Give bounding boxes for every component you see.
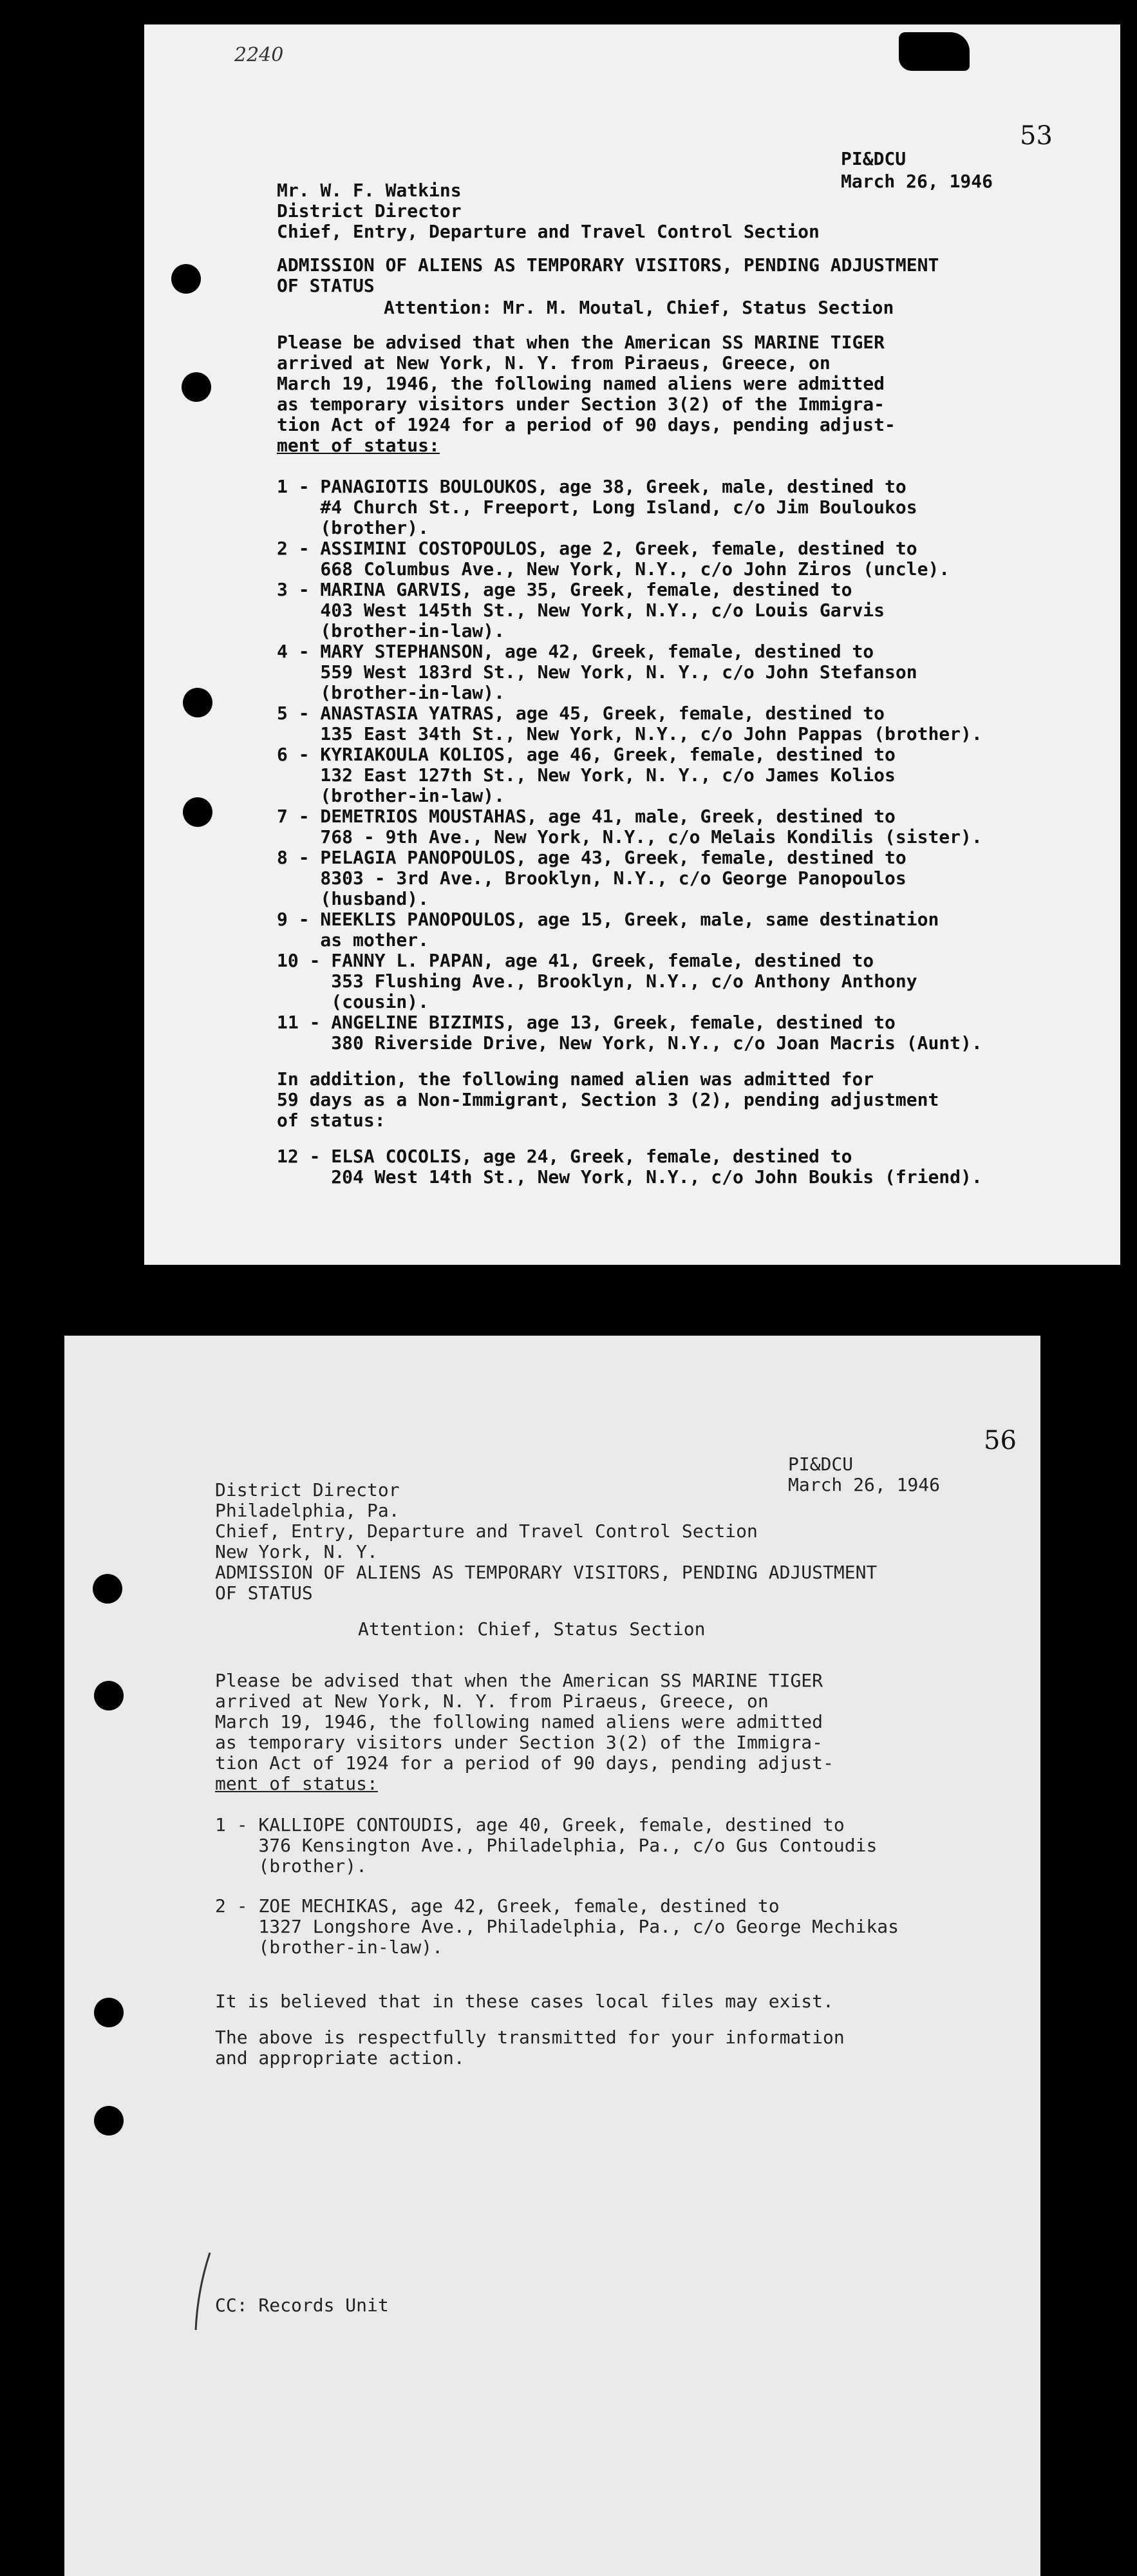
alien-entry-line: 135 East 34th St., New York, N.Y., c/o John Pappas (brother). (277, 723, 982, 744)
alien-entry-line: 11 - ANGELINE BIZIMIS, age 13, Greek, female, destined to (277, 1012, 896, 1033)
intro-line: March 19, 1946, the following named aliens were admitted (277, 373, 885, 394)
addressee-line: District Director (215, 1479, 400, 1501)
punch-hole (182, 372, 211, 402)
document-page-1 (144, 24, 1120, 1265)
reference-code: PI&DCU (788, 1454, 854, 1475)
alien-entry-line: 353 Flushing Ave., Brooklyn, N.Y., c/o Anthony Anthony (277, 971, 917, 992)
addressee-line: District Director (277, 200, 462, 222)
intro-line: as temporary visitors under Section 3(2) of the Immigra- (215, 1732, 823, 1753)
closing-line: The above is respectfully transmitted for your information (215, 2027, 845, 2048)
punch-hole (93, 1574, 122, 1604)
intro-line: ment of status: (277, 435, 440, 456)
alien-entry-line: 132 East 127th St., New York, N. Y., c/o James Kolios (277, 764, 896, 786)
intro-line: Please be advised that when the American SS MARINE TIGER (215, 1670, 823, 1691)
alien-entry-line: 403 West 145th St., New York, N.Y., c/o Louis Garvis (277, 600, 885, 621)
intro-line: Please be advised that when the American SS MARINE TIGER (277, 332, 885, 353)
alien-entry-line: 2 - ZOE MECHIKAS, age 42, Greek, female, destined to (215, 1895, 780, 1917)
alien-entry-line: 668 Columbus Ave., New York, N.Y., c/o John Ziros (uncle). (277, 558, 950, 580)
alien-entry-line: 380 Riverside Drive, New York, N.Y., c/o Joan Macris (Aunt). (277, 1032, 982, 1054)
alien-entry-line: 1 - KALLIOPE CONTOUDIS, age 40, Greek, female, destined to (215, 1814, 845, 1835)
intro-line: arrived at New York, N. Y. from Piraeus, Greece, on (215, 1690, 769, 1712)
alien-entry-line: 6 - KYRIAKOULA KOLIOS, age 46, Greek, female, destined to (277, 744, 896, 765)
punch-hole (94, 1998, 124, 2027)
addressee-line: Mr. W. F. Watkins (277, 180, 462, 201)
alien-entry-line: 10 - FANNY L. PAPAN, age 41, Greek, female, destined to (277, 950, 874, 971)
alien-entry-line: 7 - DEMETRIOS MOUSTAHAS, age 41, male, Greek, destined to (277, 806, 896, 827)
alien-entry-line: (brother-in-law). (277, 682, 505, 703)
alien-entry-line: #4 Church St., Freeport, Long Island, c/o Jim Bouloukos (277, 497, 917, 518)
alien-entry-line: (brother-in-law). (215, 1937, 444, 1958)
alien-entry-line: 8303 - 3rd Ave., Brooklyn, N.Y., c/o George Panopoulos (277, 867, 907, 889)
alien-entry-line: 12 - ELSA COCOLIS, age 24, Greek, female, destined to (277, 1146, 852, 1167)
punch-hole (171, 264, 201, 294)
alien-entry-line: (brother-in-law). (277, 620, 505, 641)
intro-line: ment of status: (215, 1773, 378, 1794)
closing-line: and appropriate action. (215, 2047, 465, 2069)
reference-code: PI&DCU (841, 148, 907, 169)
handwritten-mark: 2240 (234, 44, 284, 66)
alien-entry-line: 5 - ANASTASIA YATRAS, age 45, Greek, female, destined to (277, 703, 885, 724)
alien-entry-line: 8 - PELAGIA PANOPOULOS, age 43, Greek, female, destined to (277, 847, 907, 868)
alien-entry-line: 9 - NEEKLIS PANOPOULOS, age 15, Greek, male, same destination (277, 909, 939, 930)
alien-entry-line: 1 - PANAGIOTIS BOULOUKOS, age 38, Greek, male, destined to (277, 476, 907, 497)
attention-line: Attention: Mr. M. Moutal, Chief, Status Section (384, 297, 894, 318)
addition-line: 59 days as a Non-Immigrant, Section 3 (2), pending adjustment (277, 1089, 939, 1110)
subject-line: OF STATUS (277, 275, 375, 296)
alien-entry-line: (brother-in-law). (277, 785, 505, 806)
addition-line: of status: (277, 1110, 386, 1131)
subject-line: ADMISSION OF ALIENS AS TEMPORARY VISITORS, PENDING ADJUSTMENT (215, 1562, 878, 1583)
subject-line: OF STATUS (215, 1582, 313, 1604)
intro-line: arrived at New York, N. Y. from Piraeus, Greece, on (277, 352, 831, 374)
subject-line: ADMISSION OF ALIENS AS TEMPORARY VISITORS, PENDING ADJUSTMENT (277, 254, 939, 276)
attention-line: Attention: Chief, Status Section (358, 1618, 706, 1640)
alien-entry-line: 204 West 14th St., New York, N.Y., c/o John Boukis (friend). (277, 1166, 982, 1188)
punch-hole (94, 1681, 124, 1710)
punch-hole (183, 688, 212, 717)
ink-blot (899, 32, 970, 71)
intro-line: tion Act of 1924 for a period of 90 days, pending adjust- (215, 1752, 834, 1774)
alien-entry-line: 2 - ASSIMINI COSTOPOULOS, age 2, Greek, female, destined to (277, 538, 917, 559)
letter-date: March 26, 1946 (841, 171, 993, 192)
alien-entry-line: 376 Kensington Ave., Philadelphia, Pa., c/o Gus Contoudis (215, 1835, 878, 1856)
addressee-line: New York, N. Y. (215, 1541, 378, 1562)
handwritten-tick (191, 2250, 216, 2334)
alien-entry-line: 4 - MARY STEPHANSON, age 42, Greek, female, destined to (277, 641, 874, 662)
alien-entry-line: 559 West 183rd St., New York, N. Y., c/o John Stefanson (277, 661, 917, 683)
punch-hole (94, 2106, 124, 2136)
alien-entry-line: (brother). (215, 1855, 368, 1877)
intro-line: as temporary visitors under Section 3(2) of the Immigra- (277, 393, 885, 415)
page-number: 56 (984, 1426, 1017, 1455)
closing-line: It is believed that in these cases local files may exist. (215, 1991, 834, 2012)
intro-line: tion Act of 1924 for a period of 90 days, pending adjust- (277, 414, 896, 435)
alien-entry-line: (brother). (277, 517, 429, 538)
alien-entry-line: (cousin). (277, 991, 429, 1012)
document-page-2 (64, 1336, 1040, 2576)
alien-entry-line: 1327 Longshore Ave., Philadelphia, Pa., c/o George Mechikas (215, 1916, 899, 1937)
addressee-line: Chief, Entry, Departure and Travel Control Section (215, 1520, 758, 1542)
addressee-line: Philadelphia, Pa. (215, 1500, 400, 1521)
alien-entry-line: 3 - MARINA GARVIS, age 35, Greek, female, destined to (277, 579, 852, 600)
page-number: 53 (1020, 121, 1053, 151)
punch-hole (183, 797, 212, 827)
alien-entry-line: 768 - 9th Ave., New York, N.Y., c/o Melais Kondilis (sister). (277, 826, 982, 848)
alien-entry-line: as mother. (277, 929, 429, 951)
alien-entry-line: (husband). (277, 888, 429, 909)
intro-line: March 19, 1946, the following named aliens were admitted (215, 1711, 823, 1732)
addition-line: In addition, the following named alien was admitted for (277, 1068, 874, 1090)
addressee-line: Chief, Entry, Departure and Travel Control Section (277, 221, 820, 242)
cc-line: CC: Records Unit (215, 2295, 389, 2316)
letter-date: March 26, 1946 (788, 1474, 941, 1495)
